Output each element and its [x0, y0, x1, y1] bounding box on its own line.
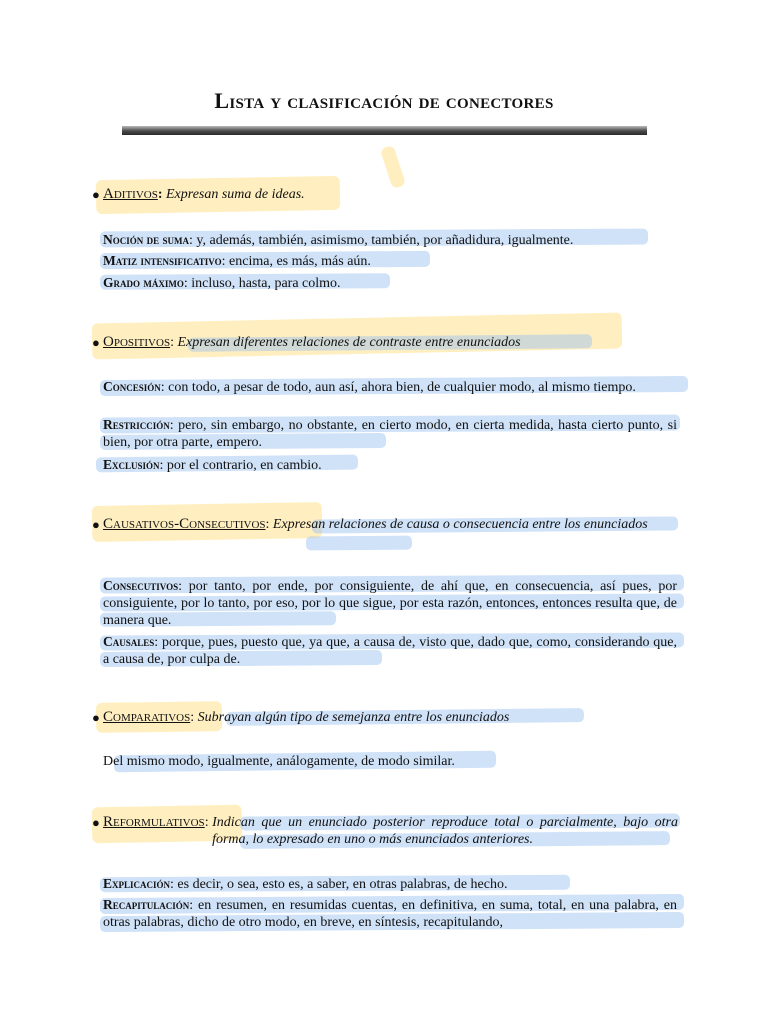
entry-text: : pero, sin embargo, no obstante, en cierto modo, en cierta medida, hasta cierto punto, si bien, por otra parte, empero.	[103, 418, 677, 450]
entry-consecutivos	[103, 577, 677, 629]
section-reformulativos-heading: ● Reformulativos: Indican que un enunciado posterior reproduce total o parcialmente, bajo otra forma, lo expresado en uno o más enunciados anteriores.	[92, 814, 678, 847]
entry-term: Consecutivos	[103, 578, 179, 593]
section-opositivos-heading: ● Opositivos: Expresan diferentes relaciones de contraste entre enunciados	[92, 334, 521, 350]
entry-nocion-de-suma	[103, 231, 677, 249]
entry-text: : por tanto, por ende, por consiguiente, de ahí que, en consecuencia, así pues, por consiguiente, por lo tanto, por eso, por lo que sigue, por esta razón, entonces, entonces resulta que, de manera que.	[103, 579, 677, 628]
entry-comparativos-list: Del mismo modo, igualmente, análogamente, de modo similar.	[103, 754, 455, 769]
entry-text: : porque, pues, puesto que, ya que, a causa de, visto que, dado que, como, considerando que, a causa de, por culpa de.	[103, 635, 677, 667]
entry-exclusion	[103, 456, 677, 474]
section-name: Comparativos	[103, 709, 191, 725]
section-description: Expresan diferentes relaciones de contraste entre enunciados	[177, 335, 521, 350]
entry-term: Restricción	[103, 417, 170, 432]
page-title: Lista y clasificación de conectores	[214, 88, 554, 113]
entry-text: : es decir, o sea, esto es, a saber, en otras palabras, de hecho.	[170, 877, 508, 892]
entry-recapitulacion	[103, 896, 677, 931]
section-description: Expresan suma de ideas.	[166, 187, 305, 202]
entry-text: : por el contrario, en cambio.	[159, 458, 322, 473]
title-rule	[122, 126, 647, 135]
entry-text: : con todo, a pesar de todo, aun así, ahora bien, de cualquier modo, al mismo tiempo.	[160, 380, 636, 395]
entry-term: Recapitulación	[103, 897, 190, 912]
section-aditivos-heading: ● Aditivos: Expresan suma de ideas.	[92, 186, 305, 202]
section-description: Expresan relaciones de causa o consecuencia entre los enunciados	[272, 517, 648, 532]
bullet-icon: ●	[92, 517, 100, 532]
section-causativos-heading: ● Causativos-Consecutivos: Expresan relaciones de causa o consecuencia entre los enunciados	[92, 516, 648, 532]
bullet-icon: ●	[92, 815, 100, 830]
entry-term: Explicación	[103, 876, 171, 891]
section-name: Causativos-Consecutivos	[103, 516, 266, 532]
bullet-icon: ●	[92, 187, 100, 202]
entry-concesion	[103, 378, 677, 396]
section-description: Indican que un enunciado posterior reproduce total o parcialmente, bajo otra forma, lo expresado en uno o más enunciados anteriores.	[212, 815, 678, 847]
entry-term: Causales	[103, 634, 155, 649]
bullet-icon: ●	[92, 710, 100, 725]
entry-term: Grado máximo	[103, 275, 184, 290]
entry-term: Matiz intensificativo	[103, 253, 222, 268]
entry-term: Concesión	[103, 379, 161, 394]
entry-causales	[103, 633, 677, 668]
entry-explicacion	[103, 875, 677, 893]
section-comparativos-heading: ● Comparativos: Subrayan algún tipo de semejanza entre los enunciados	[92, 709, 510, 725]
entry-restriccion	[103, 416, 677, 451]
yellow-highlight	[380, 145, 406, 189]
entry-text: : y, además, también, asimismo, también, por añadidura, igualmente.	[189, 233, 574, 248]
section-name: Aditivos	[103, 186, 158, 202]
entry-term: Exclusión	[103, 457, 160, 472]
section-name: Reformulativos	[103, 814, 205, 830]
entry-text: : incluso, hasta, para colmo.	[183, 276, 341, 291]
bullet-icon: ●	[92, 335, 100, 350]
blue-highlight	[306, 536, 412, 551]
entry-text: : en resumen, en resumidas cuentas, en definitiva, en suma, total, en una palabra, en otras palabras, dicho de otro modo, en breve, en síntesis, recapitulando,	[103, 898, 677, 930]
section-name: Opositivos	[103, 334, 171, 350]
entry-term: Noción de suma	[103, 232, 190, 247]
entry-matiz-intensificativo	[103, 252, 677, 270]
section-description: Subrayan algún tipo de semejanza entre los enunciados	[197, 710, 510, 725]
entry-grado-maximo	[103, 274, 677, 292]
entry-text: : encima, es más, más aún.	[221, 254, 371, 269]
